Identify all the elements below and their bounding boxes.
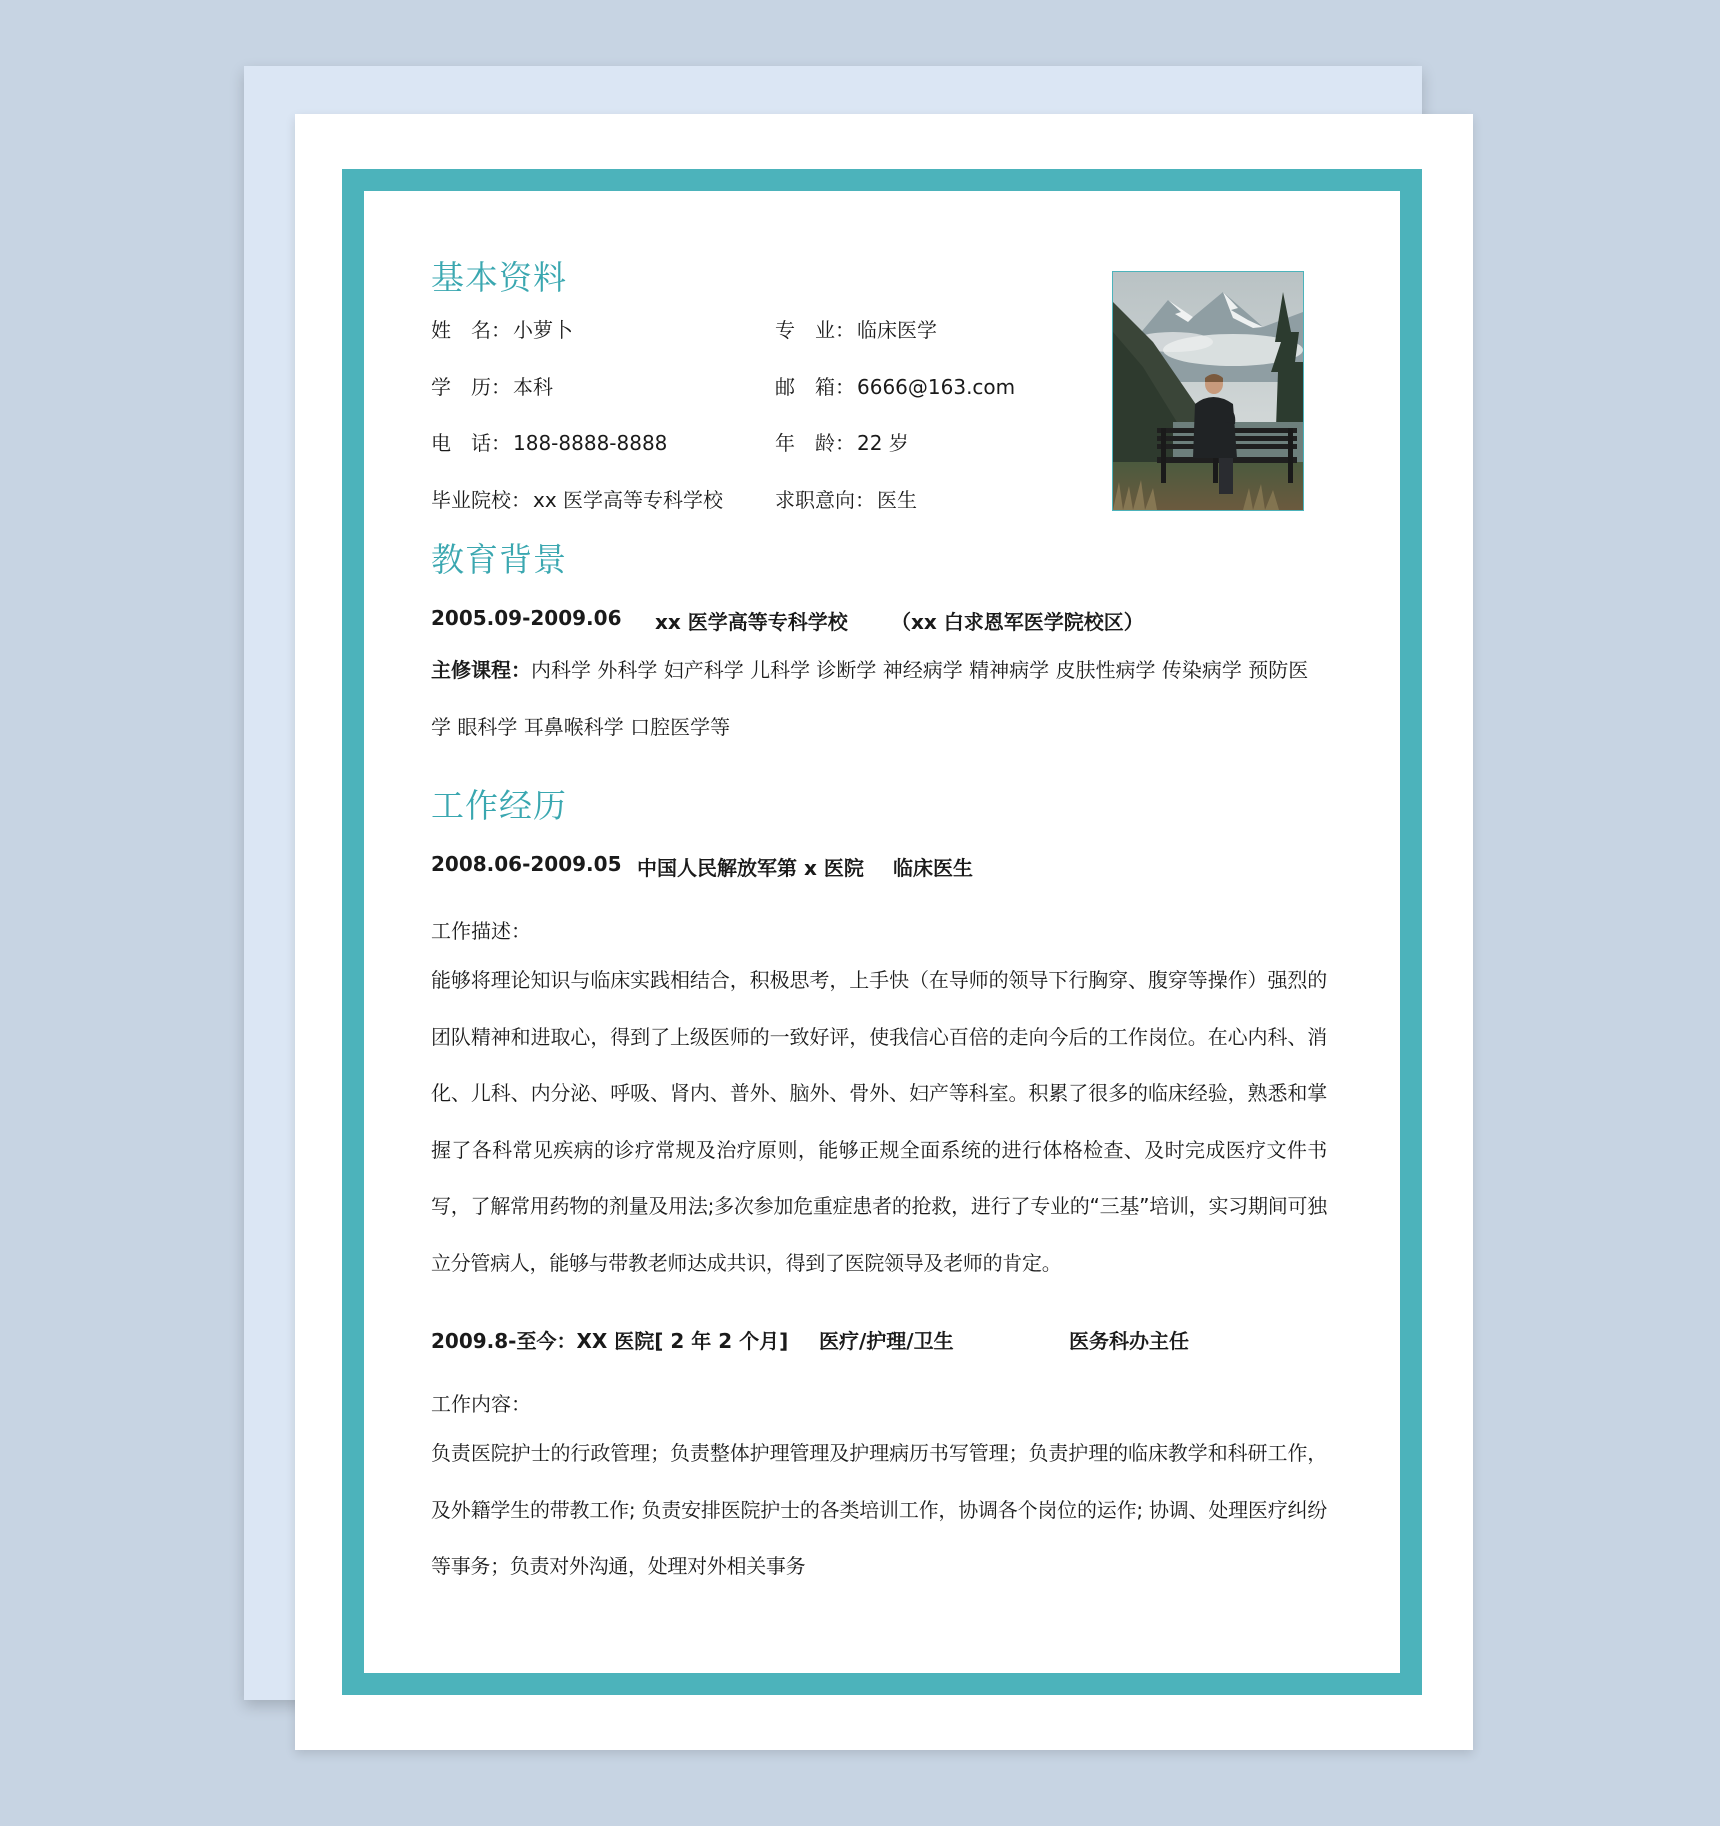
info-value: xx 医学高等专科学校 [533,488,724,512]
profile-photo-image [1113,272,1303,510]
job1-period: 2008.06-2009.05 [431,852,622,876]
education-period: 2005.09-2009.06 [431,606,622,630]
info-email [775,371,1015,400]
info-value: 本科 [513,375,553,399]
job1-role: 临床医生 [893,856,973,880]
info-colon: ： [835,375,855,399]
info-school [431,484,723,513]
education-header [431,606,1331,634]
section-title-education: 教育背景 [431,540,567,579]
info-value: 188-8888-8888 [513,431,668,455]
job1-header [431,852,1331,880]
info-name [431,314,573,343]
info-degree [431,371,553,400]
job2-period: 2009.8-至今：XX 医院[ 2 年 2 个月] [431,1329,789,1353]
info-value: 临床医学 [857,318,937,342]
info-label: 毕业院校 [431,488,511,512]
job2-desc: 负责医院护士的行政管理；负责整体护理管理及护理病历书写管理；负责护理的临床教学和科研工作，及外籍学生的带教工作; 负责安排医院护士的各类培训工作，协调各个岗位的运作; 协调、处理医疗纠纷等事务；负责对外沟通，处理对外相关事务 [431,1441,1327,1578]
info-value: 22 岁 [857,431,909,455]
info-label: 邮箱 [775,375,835,399]
job2-header [431,1325,1331,1353]
courses-label: 主修课程： [431,658,531,682]
info-colon: ： [835,431,855,455]
education-courses [431,642,1327,755]
info-label: 年龄 [775,431,835,455]
resume-page [295,114,1473,1750]
education-campus: （xx 白求恩军医学院校区） [891,610,1144,634]
job2-desc-label: 工作内容： [431,1392,531,1416]
job1-org: 中国人民解放军第 x 医院 [637,856,864,880]
info-label: 求职意向 [775,488,855,512]
info-value: 医生 [877,488,917,512]
info-label: 电话 [431,431,491,455]
info-phone [431,427,667,456]
info-colon: ： [491,318,511,342]
info-colon: ： [491,375,511,399]
job2-role: 医务科办主任 [1069,1329,1189,1353]
info-label: 专业 [775,318,835,342]
job2-field: 医疗/护理/卫生 [819,1329,954,1353]
info-intention [775,484,917,513]
section-title-basic: 基本资料 [431,258,567,297]
job1-desc: 能够将理论知识与临床实践相结合，积极思考，上手快（在导师的领导下行胸穿、腹穿等操作）强烈的团队精神和进取心，得到了上级医师的一致好评，使我信心百倍的走向今后的工作岗位。在心内科、消化、儿科、内分泌、呼吸、肾内、普外、脑外、骨外、妇产等科室。积累了很多的临床经验，熟悉和掌握了各科常见疾病的诊疗常规及治疗原则，能够正规全面系统的进行体格检查、及时完成医疗文件书写，了解常用药物的剂量及用法;多次参加危重症患者的抢救，进行了专业的“三基”培训，实习期间可独立分管病人，能够与带教老师达成共识，得到了医院领导及老师的肯定。 [431,968,1327,1275]
info-colon: ： [491,431,511,455]
section-title-work: 工作经历 [431,786,567,825]
info-colon: ： [511,488,531,512]
info-label: 姓名 [431,318,491,342]
education-school: xx 医学高等专科学校 [655,610,848,634]
info-major [775,314,937,343]
profile-photo [1112,271,1304,511]
job1-desc-label: 工作描述： [431,919,531,943]
info-value: 小萝卜 [513,318,573,342]
info-colon: ： [835,318,855,342]
info-label: 学历 [431,375,491,399]
info-colon: ： [855,488,875,512]
info-value: 6666@163.com [857,375,1016,399]
info-age [775,427,909,456]
courses-text: 内科学 外科学 妇产科学 儿科学 诊断学 神经病学 精神病学 皮肤性病学 传染病学 预防医学 眼科学 耳鼻喉科学 口腔医学等 [431,658,1309,739]
